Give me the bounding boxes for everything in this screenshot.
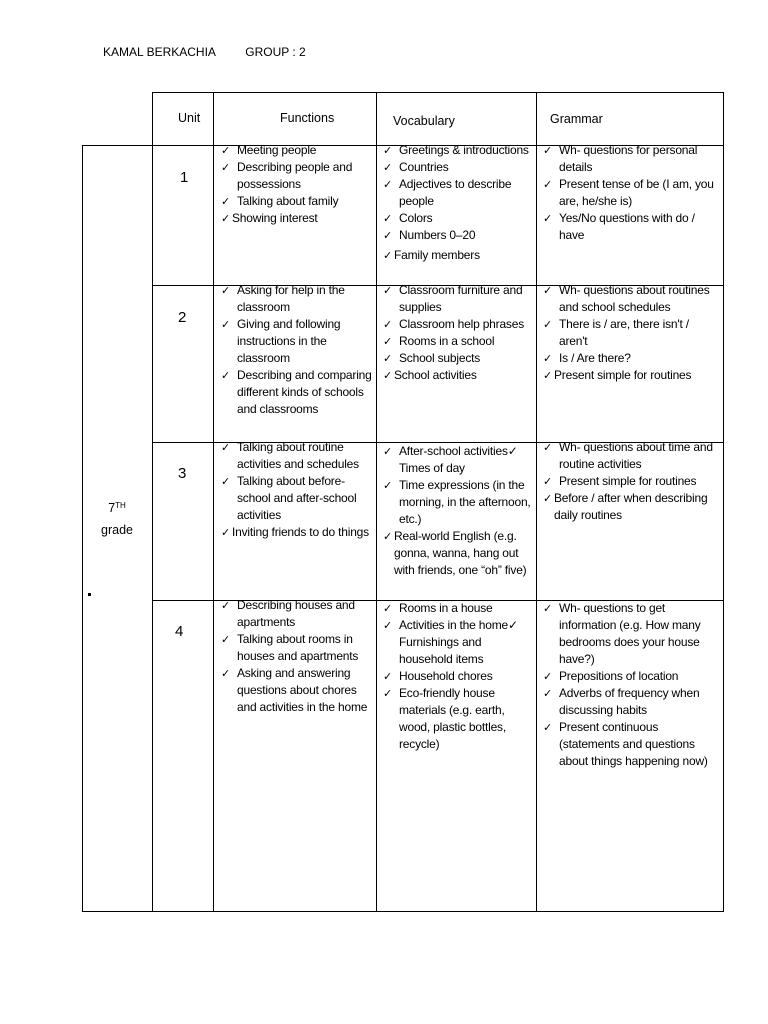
unit-4-functions [215, 597, 373, 716]
document-header [103, 45, 306, 59]
unit-number-2: 2 [178, 309, 187, 326]
list-item: ✓ Talking about routine activities and schedules [215, 439, 373, 473]
table-border-bottom [82, 911, 724, 912]
list-item: ✓ Wh- questions about time and routine activities [537, 439, 719, 473]
functions-column-left-border [213, 92, 214, 912]
list-item: ✓ Talking about before-school and after-school activities [215, 473, 373, 524]
unit-3-grammar [537, 439, 719, 524]
list-item: ✓ Present tense of be (I am, you are, he/she is) [537, 176, 719, 210]
list-item: ✓ Greetings & introductions [377, 142, 533, 159]
list-item: ✓ There is / are, there isn't / aren't [537, 316, 719, 350]
unit-2-grammar [537, 282, 719, 384]
unit-number-4: 4 [175, 623, 184, 640]
unit-1-grammar [537, 142, 719, 244]
list-item: ✓ Colors [377, 210, 533, 227]
list-item: ✓ Wh- questions for personal details [537, 142, 719, 176]
table-border-right [723, 92, 724, 912]
list-item: ✓ Rooms in a school [377, 333, 533, 350]
grade-suffix: TH [115, 501, 126, 510]
unit-1-functions [215, 142, 373, 227]
list-item: ✓ Classroom furniture and supplies [377, 282, 533, 316]
unit-3-vocabulary [377, 443, 533, 579]
list-item: ✓ Meeting people [215, 142, 373, 159]
unit-4-grammar [537, 600, 719, 770]
list-item: ✓ Yes/No questions with do / have [537, 210, 719, 244]
list-item: ✓ Is / Are there? [537, 350, 719, 367]
column-header-vocabulary: Vocabulary [393, 114, 455, 128]
list-item: ✓ Talking about family [215, 193, 373, 210]
list-item: ✓ Rooms in a house [377, 600, 533, 617]
unit-2-functions [215, 282, 373, 418]
list-item: ✓ Time expressions (in the morning, in the afternoon, etc.) [377, 477, 533, 528]
list-item: ✓ Asking for help in the classroom [215, 282, 373, 316]
group-label: GROUP : 2 [245, 45, 306, 59]
unit-3-functions [215, 439, 373, 541]
list-item: ✓ Adverbs of frequency when discussing habits [537, 685, 719, 719]
grade-word: grade [101, 523, 133, 537]
unit-4-vocabulary [377, 600, 533, 753]
column-header-grammar: Grammar [550, 112, 603, 126]
list-item: ✓ Household chores [377, 668, 533, 685]
column-header-functions: Functions [280, 111, 335, 125]
list-item: ✓ Numbers 0–20 [377, 227, 533, 244]
margin-dot [88, 593, 91, 596]
list-item: ✓ Activities in the home✓ Furnishings and household items [377, 617, 533, 668]
unit-2-vocabulary [377, 282, 533, 384]
list-item: ✓ Classroom help phrases [377, 316, 533, 333]
list-item: ✓ Asking and answering questions about chores and activities in the home [215, 665, 373, 716]
list-item: ✓ Family members [383, 247, 533, 264]
unit-number-1: 1 [180, 169, 189, 186]
list-item: ✓ Describing houses and apartments [215, 597, 373, 631]
list-item: ✓ Present continuous (statements and questions about things happening now) [537, 719, 719, 770]
list-item: ✓ Wh- questions to get information (e.g. How many bedrooms does your house have?) [537, 600, 719, 668]
list-item: ✓ Inviting friends to do things [221, 524, 373, 541]
list-item: ✓ Talking about rooms in houses and apartments [215, 631, 373, 665]
list-item: ✓ Eco-friendly house materials (e.g. earth, wood, plastic bottles, recycle) [377, 685, 533, 753]
list-item: ✓ Prepositions of location [537, 668, 719, 685]
list-item: ✓ Giving and following instructions in the classroom [215, 316, 373, 367]
list-item: ✓ Wh- questions about routines and school schedules [537, 282, 719, 316]
list-item: ✓ Present simple for routines [543, 367, 719, 384]
list-item: ✓ Describing people and possessions [215, 159, 373, 193]
list-item: ✓ After-school activities✓ Times of day [377, 443, 533, 477]
column-header-unit: Unit [178, 111, 201, 125]
grade-column-left-border [82, 145, 83, 912]
student-name: KAMAL BERKACHIA [103, 45, 216, 59]
grade-label [86, 495, 148, 541]
list-item: ✓ Countries [377, 159, 533, 176]
list-item: ✓ Before / after when describing daily routines [543, 490, 719, 524]
list-item: ✓ Present simple for routines [537, 473, 719, 490]
list-item: ✓ School activities [383, 367, 533, 384]
list-item: ✓ Showing interest [221, 210, 373, 227]
grade-number: 7 [108, 501, 116, 515]
list-item: ✓ Real-world English (e.g. gonna, wanna, hang out with friends, one “oh” five) [383, 528, 533, 579]
table-border-top [152, 92, 724, 93]
list-item: ✓ School subjects [377, 350, 533, 367]
unit-1-vocabulary [377, 142, 533, 264]
unit-number-3: 3 [178, 465, 187, 482]
unit-column-left-border [152, 92, 153, 912]
list-item: ✓ Describing and comparing different kinds of schools and classrooms [215, 367, 373, 418]
list-item: ✓ Adjectives to describe people [377, 176, 533, 210]
